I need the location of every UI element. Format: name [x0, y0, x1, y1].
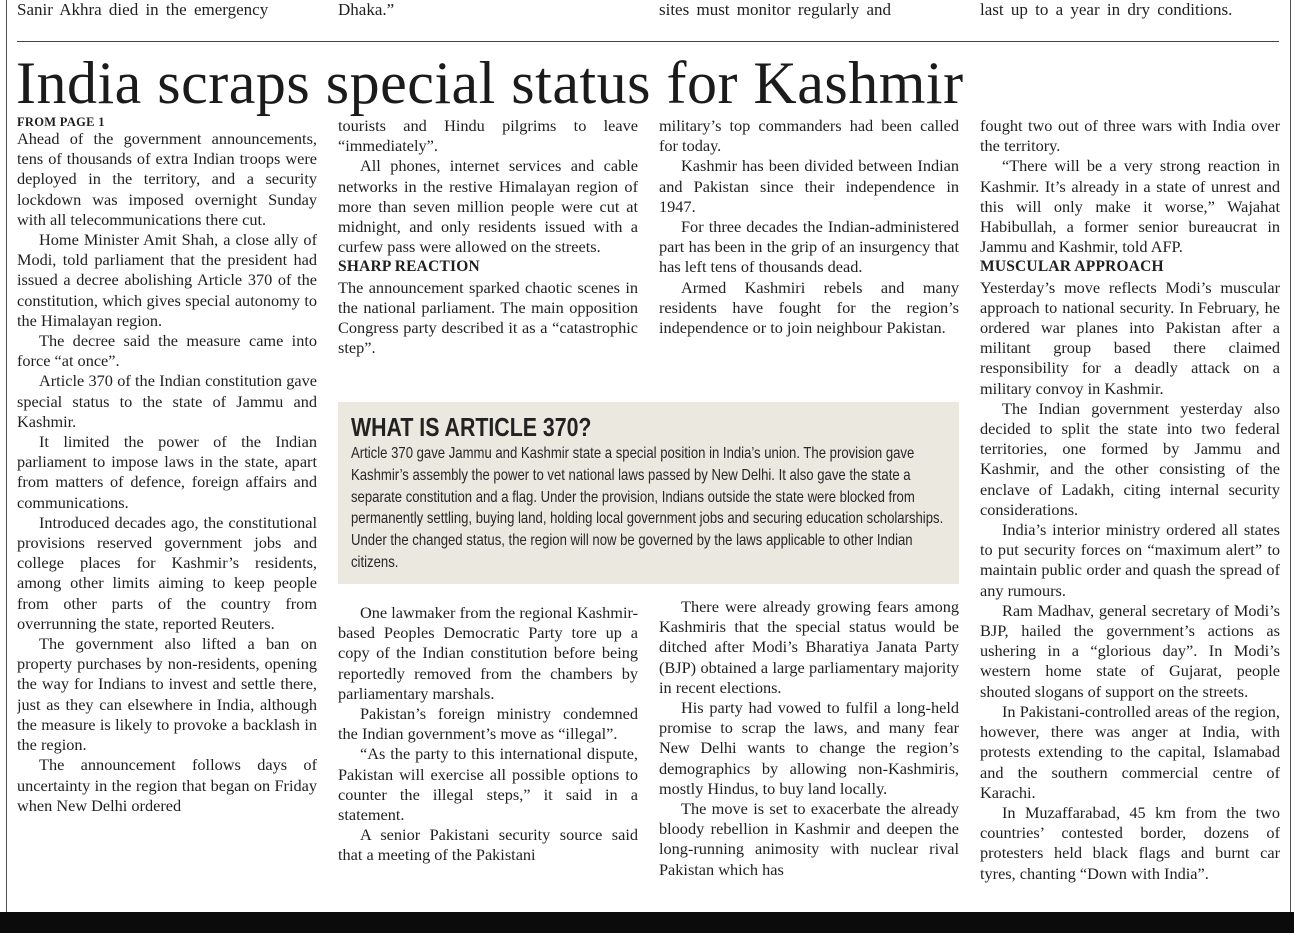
factbox-title: WHAT IS ARTICLE 370? — [351, 412, 592, 442]
article-paragraph: Kashmir has been divided between Indian and Pakistan since their independence in 1947. — [659, 156, 959, 216]
continuation-kicker: FROM PAGE 1 — [17, 116, 105, 129]
article-column-2-bottom — [338, 603, 638, 912]
article-paragraph: “As the party to this international dispute, Pakistan will exercise all possible options to counter the illegal steps,” it said in a statement. — [338, 744, 638, 825]
article-paragraph: Ahead of the government announcements, tens of thousands of extra Indian troops were deployed in the territory, and a security lockdown was imposed overnight Sunday with all telecommunications there cut. — [17, 129, 317, 229]
article-paragraph: One lawmaker from the regional Kashmir-based Peoples Democratic Party tore up a copy of the Indian constitution before being reportedly removed from the chambers by parliamentary marshals. — [338, 603, 638, 703]
article-paragraph: All phones, internet services and cable networks in the restive Himalayan region of more than seven million people were cut at midnight, and only residents issued with a curfew pass were allowed on the streets. — [338, 156, 638, 257]
article-paragraph: military’s top commanders had been called for today. — [659, 116, 959, 156]
section-subhead: MUSCULAR APPROACH — [980, 258, 1164, 276]
article-paragraph: In Muzaffarabad, 45 km from the two countries’ contested border, dozens of protesters held black flags and burnt car tyres, chanting “Down with India”. — [980, 802, 1280, 883]
previous-article-line: sites must monitor regularly and — [659, 0, 892, 19]
article-paragraph: The move is set to exacerbate the already bloody rebellion in Kashmir and deepen the long-running animosity with nuclear rival Pakistan which has — [659, 799, 959, 879]
previous-article-strip — [0, 0, 1294, 32]
article-column-1 — [17, 116, 317, 912]
bottom-black-bar — [0, 912, 1294, 933]
previous-article-line: Dhaka.” — [338, 0, 395, 19]
previous-article-line: last up to a year in dry conditions. — [980, 0, 1233, 19]
article-paragraph: Home Minister Amit Shah, a close ally of Modi, told parliament that the president had issued a decree abolishing Article 370 of the constitution, which gives special autonomy to the Himalayan region. — [17, 230, 317, 330]
page-border-right — [1290, 0, 1291, 912]
article-paragraph: “There will be a very strong reaction in Kashmir. It’s already in a state of unrest and this will only make it worse,” Wajahat Habibullah, a former senior bureaucrat in Jammu and Kashmir, told AFP. — [980, 156, 1280, 257]
article-headline: India scraps special status for Kashmir — [16, 50, 964, 116]
page-border-left — [6, 0, 7, 912]
article-paragraph: For three decades the Indian-administered part has been in the grip of an insurgency that has left tens of thousands dead. — [659, 217, 959, 277]
article-paragraph: A senior Pakistani security source said that a meeting of the Pakistani — [338, 825, 638, 865]
article-paragraph: Introduced decades ago, the constitutional provisions reserved government jobs and college places for Kashmir’s residents, among other limits aiming to keep people from other parts of the country from overrunning the state, reported Reuters. — [17, 512, 317, 633]
article-paragraph: It limited the power of the Indian parliament to impose laws in the state, apart from matters of defence, foreign affairs and communications. — [17, 432, 317, 512]
article-paragraph: fought two out of three wars with India over the territory. — [980, 116, 1280, 156]
article-paragraph: Armed Kashmiri rebels and many residents have fought for the region’s independence or to join neighbour Pakistan. — [659, 277, 959, 338]
article-paragraph: Article 370 of the Indian constitution gave special status to the state of Jammu and Kashmir. — [17, 371, 317, 431]
factbox-body: Article 370 gave Jammu and Kashmir state a special position in India’s union. The provision gave Kashmir’s assembly the power to vet national laws passed by New Delhi. It also gave the state a separate constitution and a flag. Under the provision, Indians outside the state were blocked from permanently settling, buying land, holding local government jobs and securing education scholarships. Under the changed status, the region will now be governed by the laws applicable to other Indian citizens. — [351, 445, 944, 571]
article-paragraph: The Indian government yesterday also decided to split the state into two federal territories, one formed by Jammu and Kashmir, and the other consisting of the enclave of Ladakh, citing internal security considerations. — [980, 398, 1280, 519]
article-column-3-top — [659, 116, 959, 386]
article-paragraph: In Pakistani-controlled areas of the region, however, there was anger at India, with protests extending to the capital, Islamabad and the southern commercial centre of Karachi. — [980, 701, 1280, 802]
section-subhead: SHARP REACTION — [338, 258, 480, 276]
article-paragraph: India’s interior ministry ordered all states to put security forces on “maximum alert” to maintain public order and quash the spread of any rumours. — [980, 520, 1280, 600]
article-paragraph: Pakistan’s foreign ministry condemned the Indian government’s move as “illegal”. — [338, 704, 638, 744]
section-divider — [17, 41, 1279, 42]
article-column-2-top — [338, 116, 638, 386]
article-paragraph: There were already growing fears among Kashmiris that the special status would be ditched after Modi’s Bharatiya Janata Party (BJP) obtained a large parliamentary majority in recent elections. — [659, 597, 959, 697]
article-paragraph: The government also lifted a ban on property purchases by non-residents, opening the way for Indians to invest and settle there, just as they can elsewhere in India, although the measure is likely to provoke a backlash in the region. — [17, 634, 317, 755]
article-paragraph: The decree said the measure came into force “at once”. — [17, 331, 317, 371]
article-370-factbox — [338, 402, 959, 584]
article-paragraph: His party had vowed to fulfil a long-held promise to scrap the laws, and many fear New Delhi wants to change the region’s demographics by allowing non-Kashmiris, mostly Hindus, to buy land locally. — [659, 698, 959, 798]
article-paragraph: Yesterday’s move reflects Modi’s muscular approach to national security. In February, he ordered war planes into Pakistan after a militant group based there claimed responsibility for a deadly attack on a military convoy in Kashmir. — [980, 277, 1280, 398]
article-column-4 — [980, 116, 1280, 912]
previous-article-line: Sanir Akhra died in the emergency — [17, 0, 269, 19]
article-paragraph: Ram Madhav, general secretary of Modi’s BJP, hailed the government’s actions as ushering in a “glorious day”. In Modi’s western home state of Gujarat, people shouted slogans of support on the streets. — [980, 600, 1280, 701]
article-paragraph: The announcement sparked chaotic scenes in the national parliament. The main opposition Congress party described it as a “catastrophic step”. — [338, 277, 638, 358]
article-column-3-bottom — [659, 597, 959, 912]
article-paragraph: The announcement follows days of uncertainty in the region that began on Friday when New Delhi ordered — [17, 755, 317, 815]
article-paragraph: tourists and Hindu pilgrims to leave “immediately”. — [338, 116, 638, 156]
